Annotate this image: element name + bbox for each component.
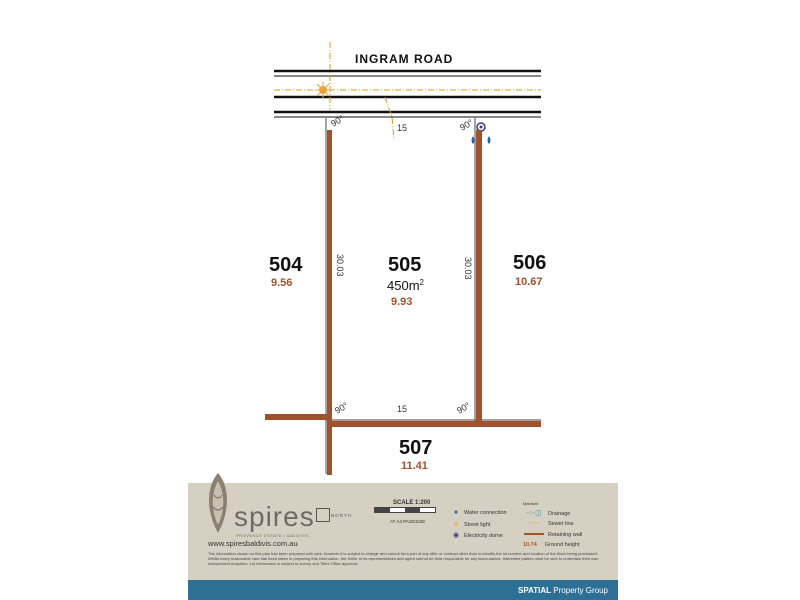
lot-ground-height: 9.93 — [391, 296, 413, 308]
electricity-dome-icon — [477, 123, 485, 131]
legend-retaining-wall: Retaining wall — [523, 531, 582, 538]
lot-ground-height: 10.67 — [515, 276, 543, 288]
lot-ground-height: 9.56 — [271, 277, 293, 289]
lot-505[interactable] — [387, 254, 425, 308]
legend-ground-height: 10.74 Ground height — [523, 542, 580, 548]
angle-bottom-left: 90° — [333, 400, 350, 416]
lot-506[interactable] — [513, 252, 546, 288]
street-light-icon — [315, 82, 331, 98]
lot-number: 504 — [269, 254, 303, 276]
legend-water: ● Water connection — [451, 509, 507, 516]
frontage-bottom-dim: 15 — [397, 404, 408, 414]
frontage-top-dim: 15 — [397, 123, 408, 133]
lot-boundaries — [326, 118, 541, 474]
legend-sewer: -·-·- Sewer line — [523, 520, 574, 527]
spires-logo-icon — [202, 471, 234, 535]
road-name: INGRAM ROAD — [355, 52, 454, 66]
scale-bar — [374, 507, 436, 513]
brand-bar — [188, 580, 618, 600]
lot-504[interactable] — [269, 254, 303, 289]
lot-number: 505 — [388, 254, 422, 276]
water-drop-icon: ● — [453, 509, 459, 516]
depth-left-dim: 30.03 — [335, 254, 345, 277]
lot-area: $450m^2$ — [387, 278, 424, 293]
electricity-dome-icon: ◉ — [452, 532, 460, 539]
lot-ground-height: 11.41 — [401, 460, 428, 472]
disclaimer: The information shown on this plan has been prepared with care, however it is subject to change and cannot form part of any offer or contract other than to identify the lot number and location of the block being purchased. Whilst every reasonable care has been taken in preparing this information, the Seller or its representatives and agent cannot be held responsible for any inaccuracies. Interested parties must be sure to undertake their own independent enquiries. Lot information is subject to survey and Titles Office approval. — [208, 551, 599, 566]
street-light-icon: ✳ — [453, 521, 459, 528]
lot-number: 506 — [513, 252, 547, 274]
legend-electricity: ◉ Electricity dome — [452, 532, 503, 539]
north-label: NORTH — [331, 513, 352, 518]
sewer-line-icon: -·-·- — [528, 520, 540, 527]
legend-street-light: ✳ Street light — [451, 520, 490, 528]
north-arrow-icon — [316, 508, 330, 522]
scale-title: SCALE 1:200 — [393, 500, 431, 506]
angle-bottom-right: 90° — [455, 400, 472, 416]
brand-name: spires — [234, 501, 315, 532]
ingram-road — [274, 71, 541, 117]
lot-number: 507 — [399, 437, 433, 459]
brand-subtitle: PROVENCE ESTATE • BALDIVIS — [236, 533, 310, 538]
legend-drainage: -○-◫ Drainage — [523, 509, 570, 517]
retaining-wall-icon — [523, 531, 545, 538]
depth-right-dim: 30.03 — [463, 257, 473, 280]
drainage-icon: -○-◫ — [526, 510, 542, 517]
website-link[interactable]: www.spiresbaldivis.com.au — [208, 539, 298, 548]
angle-top-left: 90° — [329, 113, 346, 129]
spatial-brand: SPATIAL Property Group — [518, 585, 608, 595]
angle-top-right: 90° — [458, 117, 475, 133]
lot-507[interactable] — [399, 437, 432, 472]
legend-manhole: Manhole — [523, 501, 539, 506]
scale-note: AT A4 PAGESIZE — [390, 519, 426, 524]
